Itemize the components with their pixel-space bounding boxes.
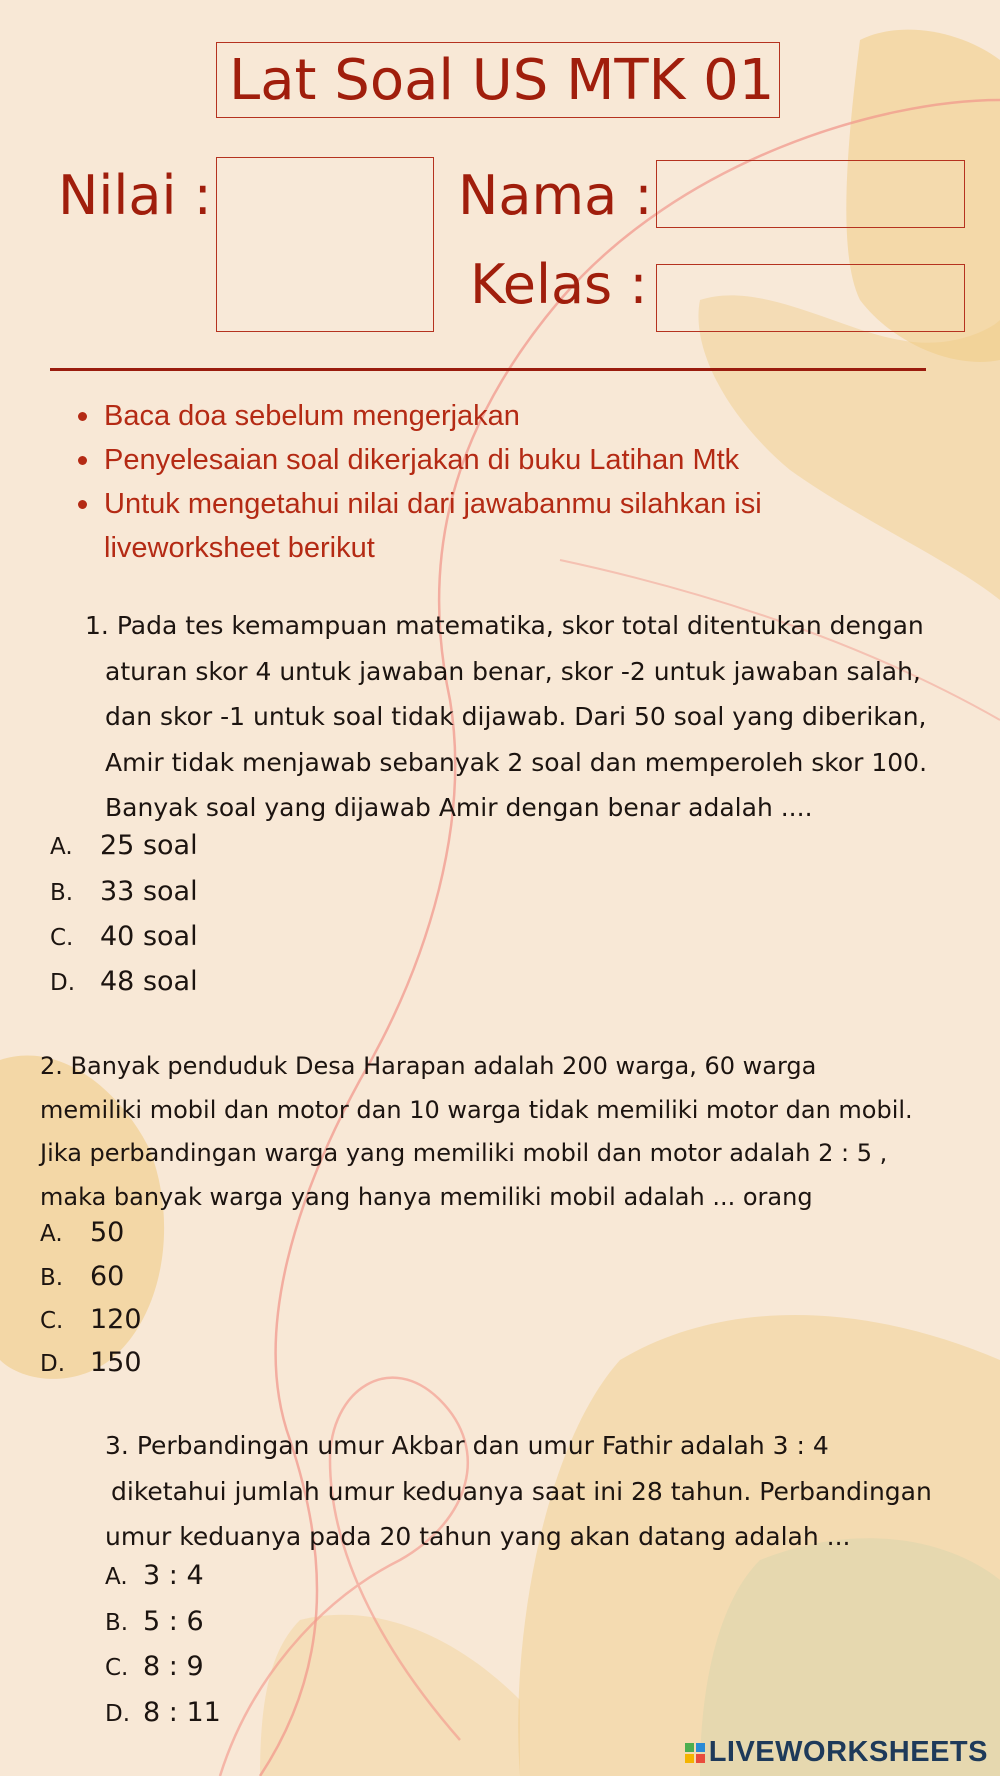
option-letter: B.	[40, 1265, 64, 1291]
question-3	[105, 1423, 985, 1560]
option-text: 150	[90, 1347, 142, 1378]
option-text: 40 soal	[100, 921, 198, 952]
nama-field[interactable]	[656, 160, 965, 228]
question-text-line: aturan skor 4 untuk jawaban benar, skor -2 untuk jawaban salah,	[105, 656, 921, 686]
option-text: 120	[90, 1304, 142, 1335]
option-letter: A.	[105, 1564, 128, 1590]
answer-option[interactable]	[40, 1261, 124, 1292]
answer-option[interactable]	[105, 1606, 204, 1637]
answer-option[interactable]	[50, 921, 198, 952]
question-text-line: Jika perbandingan warga yang memiliki mobil dan motor adalah 2 : 5 ,	[40, 1139, 888, 1167]
question-text-line: memiliki mobil dan motor dan 10 warga tidak memiliki motor dan mobil.	[40, 1095, 913, 1124]
option-letter: D.	[40, 1351, 66, 1377]
option-text: 8 : 11	[143, 1697, 221, 1728]
instruction-list	[70, 394, 920, 570]
option-letter: D.	[50, 970, 76, 996]
question-2	[40, 1045, 980, 1219]
nama-label: Nama :	[458, 164, 653, 227]
question-text-line: Pada tes kemampuan matematika, skor total ditentukan dengan	[116, 611, 924, 640]
answer-option[interactable]	[50, 966, 198, 997]
answer-option[interactable]	[40, 1347, 142, 1378]
liveworksheets-logo-icon	[685, 1743, 705, 1763]
answer-option[interactable]	[50, 876, 198, 907]
question-number: 3.	[105, 1431, 129, 1460]
question-text-line: Banyak soal yang dijawab Amir dengan benar adalah ....	[105, 793, 813, 822]
option-letter: A.	[50, 834, 73, 860]
option-letter: A.	[40, 1221, 63, 1247]
worksheet-title: Lat Soal US MTK 01	[229, 48, 775, 113]
option-text: 25 soal	[100, 830, 198, 861]
option-text: 50	[90, 1217, 125, 1248]
option-letter: B.	[50, 880, 74, 906]
answer-option[interactable]	[40, 1217, 124, 1248]
answer-option[interactable]	[50, 830, 198, 861]
question-1	[85, 603, 985, 831]
option-letter: C.	[105, 1655, 129, 1681]
option-text: 8 : 9	[143, 1651, 204, 1682]
kelas-label: Kelas :	[470, 253, 648, 316]
answer-option[interactable]	[105, 1697, 221, 1728]
question-text-line: Amir tidak menjawab sebanyak 2 soal dan memperoleh skor 100.	[105, 747, 928, 777]
option-letter: B.	[105, 1610, 129, 1636]
option-letter: D.	[105, 1701, 131, 1727]
answer-option[interactable]	[105, 1560, 204, 1591]
question-text-line: Perbandingan umur Akbar dan umur Fathir adalah 3 : 4	[136, 1431, 829, 1460]
instruction-item: Untuk mengetahui nilai dari jawabanmu silahkan isi liveworksheet berikut	[70, 482, 920, 570]
option-letter: C.	[40, 1308, 64, 1334]
question-number: 1.	[85, 611, 109, 640]
question-text-line: diketahui jumlah umur keduanya saat ini 28 tahun. Perbandingan	[111, 1476, 932, 1506]
option-text: 3 : 4	[143, 1560, 204, 1591]
instruction-item: Baca doa sebelum mengerjakan	[70, 394, 920, 438]
option-text: 33 soal	[100, 876, 198, 907]
question-text-line: Banyak penduduk Desa Harapan adalah 200 warga, 60 warga	[70, 1052, 817, 1080]
option-text: 60	[90, 1261, 125, 1292]
instruction-item: Penyelesaian soal dikerjakan di buku Latihan Mtk	[70, 438, 920, 482]
liveworksheets-logo-text: LIVEWORKSHEETS	[708, 1736, 988, 1768]
question-text-line: dan skor -1 untuk soal tidak dijawab. Dari 50 soal yang diberikan,	[105, 702, 927, 731]
kelas-field[interactable]	[656, 264, 965, 332]
option-letter: C.	[50, 925, 74, 951]
option-text: 48 soal	[100, 966, 198, 997]
answer-option[interactable]	[105, 1651, 204, 1682]
nilai-field[interactable]	[216, 157, 434, 332]
nilai-label: Nilai :	[58, 164, 212, 227]
question-number: 2.	[40, 1052, 63, 1080]
question-text-line: maka banyak warga yang hanya memiliki mobil adalah ... orang	[40, 1182, 813, 1211]
question-text-line: umur keduanya pada 20 tahun yang akan datang adalah ...	[105, 1522, 851, 1551]
option-text: 5 : 6	[143, 1606, 204, 1637]
answer-option[interactable]	[40, 1304, 142, 1335]
header-divider	[50, 368, 926, 371]
liveworksheets-logo[interactable]	[685, 1734, 988, 1770]
